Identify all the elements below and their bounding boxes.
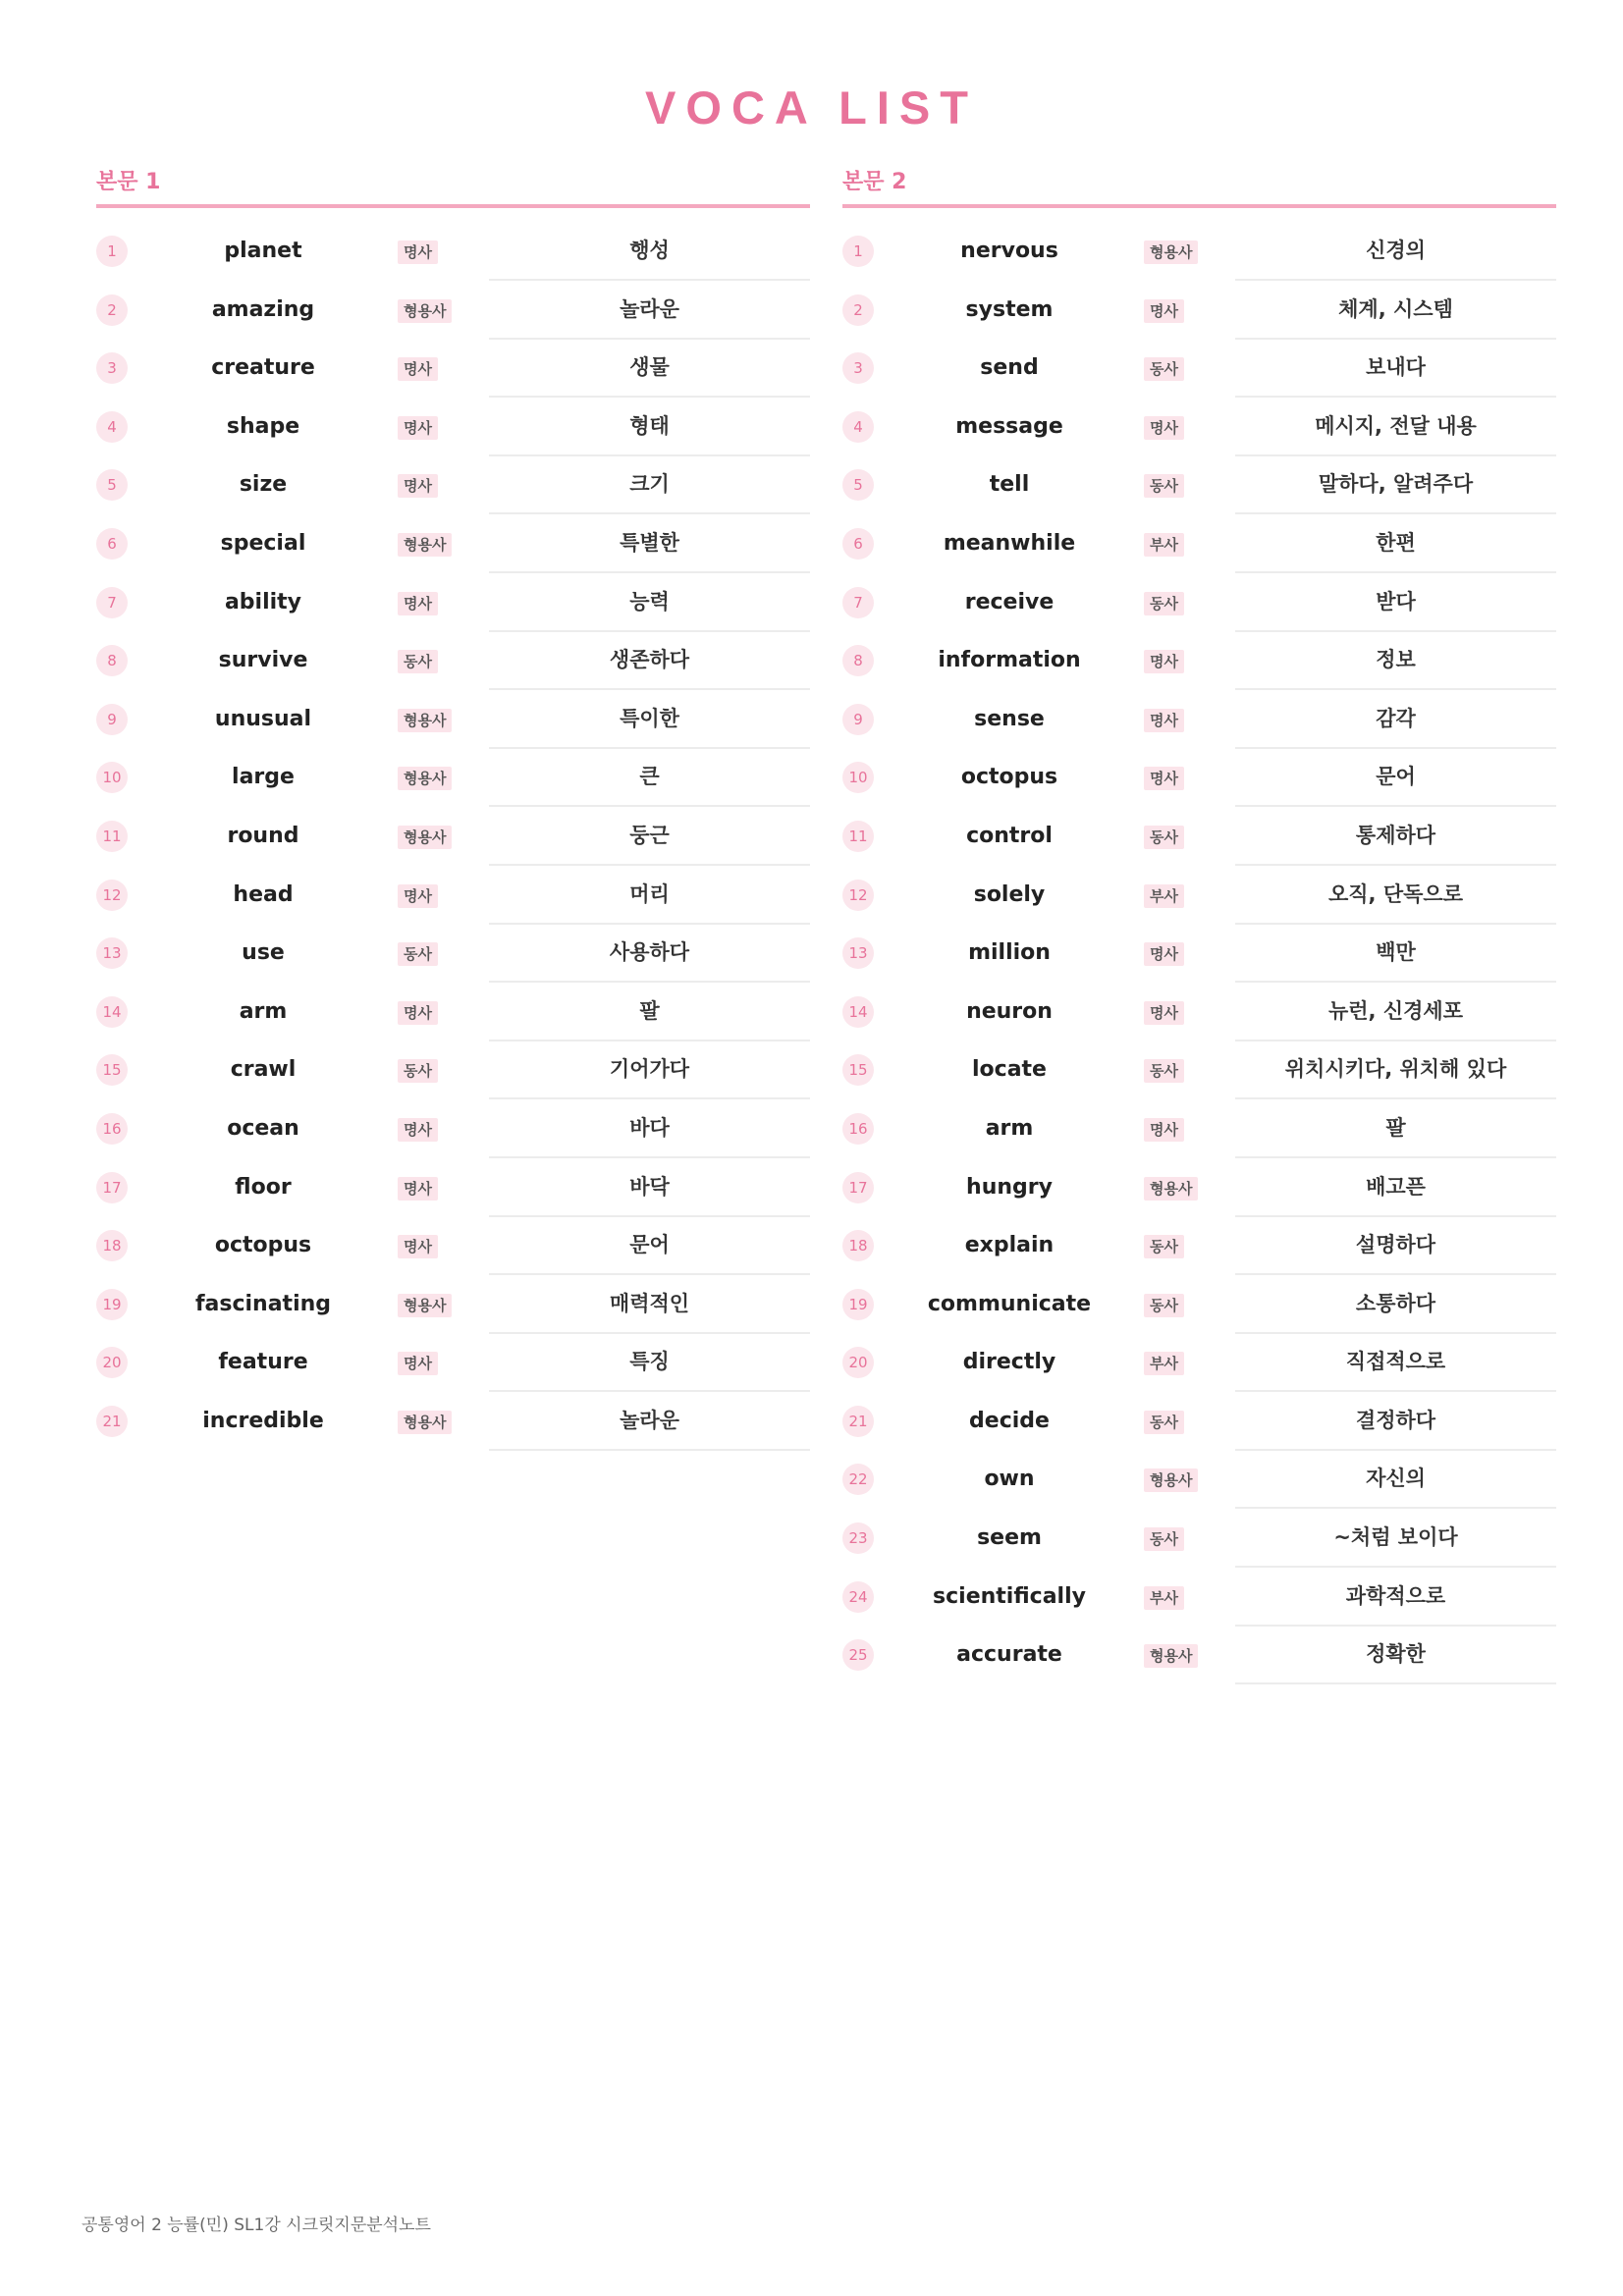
- footer-text: 공통영어 2 능률(민) SL1강 시크릿지문분석노트: [81, 2216, 431, 2235]
- part-of-speech-badge: 부사: [1144, 533, 1184, 557]
- part-of-speech-badge: 명사: [1144, 942, 1184, 966]
- vocab-row: [842, 1333, 1556, 1392]
- vocab-meaning: 말하다, 알려주다: [1235, 455, 1556, 514]
- vocab-number: 6: [842, 528, 874, 560]
- vocab-row: [96, 514, 810, 573]
- vocab-number: 2: [842, 294, 874, 326]
- part-of-speech-badge: 명사: [398, 1118, 438, 1142]
- part-of-speech-badge: 부사: [1144, 1352, 1184, 1375]
- vocab-word: crawl: [230, 1057, 297, 1083]
- vocab-number: 1: [842, 236, 874, 267]
- part-of-speech-badge: 동사: [1144, 1059, 1184, 1083]
- vocab-meaning: 소통하다: [1235, 1275, 1556, 1334]
- part-of-speech-badge: 형용사: [398, 826, 452, 849]
- vocab-meaning: 바닥: [489, 1158, 810, 1217]
- vocab-number: 10: [842, 762, 874, 793]
- vocab-row: [842, 573, 1556, 632]
- section-2: [842, 165, 1556, 1684]
- vocab-row: [842, 1626, 1556, 1684]
- vocab-number: 18: [96, 1230, 128, 1261]
- part-of-speech-badge: 동사: [1144, 826, 1184, 849]
- vocab-word: million: [968, 940, 1051, 966]
- vocab-word: tell: [989, 472, 1030, 498]
- vocab-word: meanwhile: [943, 530, 1076, 556]
- vocab-row: [842, 1099, 1556, 1158]
- vocab-row: [96, 866, 810, 925]
- vocab-meaning: 뉴런, 신경세포: [1235, 983, 1556, 1041]
- vocab-number: 3: [96, 352, 128, 384]
- vocab-word: own: [984, 1467, 1035, 1492]
- vocab-number: 5: [96, 469, 128, 501]
- part-of-speech-badge: 명사: [398, 1235, 438, 1258]
- part-of-speech-badge: 형용사: [1144, 1468, 1198, 1492]
- vocab-row: [842, 1450, 1556, 1509]
- vocab-row: [842, 983, 1556, 1041]
- vocab-row: [842, 924, 1556, 983]
- vocab-number: 4: [842, 411, 874, 443]
- vocab-number: 3: [842, 352, 874, 384]
- vocab-meaning: 놀라운: [489, 281, 810, 340]
- vocab-number: 1: [96, 236, 128, 267]
- vocab-word: control: [966, 823, 1053, 848]
- part-of-speech-badge: 명사: [398, 1001, 438, 1025]
- vocab-number: 2: [96, 294, 128, 326]
- vocab-meaning: 형태: [489, 398, 810, 456]
- part-of-speech-badge: 형용사: [398, 1294, 452, 1317]
- section-1: [96, 165, 810, 1450]
- vocab-meaning: 매력적인: [489, 1275, 810, 1334]
- vocab-word: send: [980, 355, 1039, 381]
- vocab-number: 8: [842, 645, 874, 676]
- vocab-number: 8: [96, 645, 128, 676]
- vocab-number: 16: [842, 1113, 874, 1145]
- vocab-row: [842, 1216, 1556, 1275]
- vocab-number: 12: [96, 880, 128, 911]
- vocab-meaning: 직접적으로: [1235, 1333, 1556, 1392]
- vocab-number: 6: [96, 528, 128, 560]
- part-of-speech-badge: 동사: [398, 942, 438, 966]
- vocab-meaning: 놀라운: [489, 1392, 810, 1451]
- part-of-speech-badge: 명사: [398, 1352, 438, 1375]
- vocab-meaning: 메시지, 전달 내용: [1235, 398, 1556, 456]
- vocab-meaning: 머리: [489, 866, 810, 925]
- vocab-meaning: 한편: [1235, 514, 1556, 573]
- vocab-word: seem: [977, 1525, 1042, 1551]
- vocab-meaning: 바다: [489, 1099, 810, 1158]
- vocab-meaning: 행성: [489, 222, 810, 281]
- vocab-number: 20: [842, 1347, 874, 1378]
- part-of-speech-badge: 형용사: [1144, 1177, 1198, 1201]
- vocab-word: octopus: [214, 1233, 312, 1258]
- vocab-word: survive: [218, 648, 308, 673]
- vocab-number: 11: [842, 821, 874, 852]
- vocab-word: nervous: [960, 239, 1058, 263]
- vocab-word: shape: [226, 413, 300, 439]
- part-of-speech-badge: 명사: [1144, 709, 1184, 732]
- vocab-number: 7: [96, 587, 128, 618]
- vocab-number: 14: [96, 996, 128, 1028]
- vocab-row: [842, 1275, 1556, 1334]
- vocab-word: ocean: [227, 1115, 299, 1141]
- vocab-row: [96, 1099, 810, 1158]
- vocab-number: 9: [96, 704, 128, 735]
- vocab-word: fascinating: [194, 1291, 332, 1316]
- vocab-row: [842, 866, 1556, 925]
- part-of-speech-badge: 형용사: [1144, 1644, 1198, 1668]
- vocab-word: planet: [224, 239, 302, 263]
- vocab-word: round: [227, 823, 299, 848]
- vocab-word: message: [955, 413, 1063, 439]
- vocab-row: [842, 1392, 1556, 1451]
- vocab-meaning: 사용하다: [489, 924, 810, 983]
- vocab-row: [96, 631, 810, 690]
- vocab-number: 21: [96, 1406, 128, 1437]
- vocab-meaning: 문어: [1235, 748, 1556, 807]
- vocab-row: [842, 222, 1556, 281]
- vocab-word: incredible: [202, 1408, 324, 1433]
- part-of-speech-badge: 동사: [1144, 592, 1184, 615]
- page-title: VOCA LIST: [645, 81, 978, 133]
- vocab-meaning: 특징: [489, 1333, 810, 1392]
- vocab-row: [96, 398, 810, 456]
- vocab-row: [96, 455, 810, 514]
- vocab-word: system: [965, 296, 1054, 322]
- vocab-word: solely: [973, 881, 1046, 907]
- vocab-row: [842, 455, 1556, 514]
- section-heading: 본문 1: [96, 170, 161, 194]
- vocab-word: arm: [239, 998, 288, 1024]
- vocab-row: [842, 690, 1556, 749]
- vocab-meaning: 정보: [1235, 631, 1556, 690]
- vocab-word: neuron: [966, 998, 1053, 1024]
- part-of-speech-badge: 명사: [398, 1177, 438, 1201]
- vocab-word: ability: [224, 589, 302, 614]
- part-of-speech-badge: 동사: [398, 1059, 438, 1083]
- vocab-number: 15: [842, 1054, 874, 1086]
- vocab-row: [96, 1041, 810, 1099]
- vocab-word: special: [220, 530, 306, 556]
- vocab-meaning: ~처럼 보이다: [1235, 1509, 1556, 1568]
- part-of-speech-badge: 명사: [1144, 416, 1184, 440]
- vocab-row: [96, 281, 810, 340]
- vocab-meaning: 큰: [489, 748, 810, 807]
- part-of-speech-badge: 형용사: [398, 767, 452, 790]
- vocab-number: 16: [96, 1113, 128, 1145]
- vocab-meaning: 크기: [489, 455, 810, 514]
- part-of-speech-badge: 동사: [1144, 1235, 1184, 1258]
- vocab-number: 19: [842, 1289, 874, 1320]
- vocab-number: 24: [842, 1581, 874, 1613]
- section-divider: [96, 204, 810, 208]
- part-of-speech-badge: 명사: [1144, 1118, 1184, 1142]
- vocab-row: [96, 1216, 810, 1275]
- vocab-row: [96, 1392, 810, 1451]
- part-of-speech-badge: 명사: [398, 592, 438, 615]
- vocab-word: arm: [985, 1115, 1034, 1141]
- vocab-word: floor: [235, 1174, 292, 1200]
- part-of-speech-badge: 명사: [398, 357, 438, 381]
- vocab-meaning: 배고픈: [1235, 1158, 1556, 1217]
- vocab-number: 17: [96, 1172, 128, 1203]
- vocab-meaning: 팔: [489, 983, 810, 1041]
- part-of-speech-badge: 부사: [1144, 1586, 1184, 1610]
- part-of-speech-badge: 명사: [1144, 767, 1184, 790]
- vocab-meaning: 결정하다: [1235, 1392, 1556, 1451]
- vocab-number: 19: [96, 1289, 128, 1320]
- part-of-speech-badge: 부사: [1144, 884, 1184, 908]
- vocab-word: use: [242, 940, 285, 966]
- vocab-meaning: 능력: [489, 573, 810, 632]
- part-of-speech-badge: 동사: [398, 650, 438, 673]
- part-of-speech-badge: 동사: [1144, 474, 1184, 498]
- vocab-word: scientifically: [933, 1583, 1086, 1609]
- vocab-row: [96, 807, 810, 866]
- vocab-meaning: 체계, 시스템: [1235, 281, 1556, 340]
- vocab-row: [842, 1509, 1556, 1568]
- vocab-meaning: 감각: [1235, 690, 1556, 749]
- vocab-meaning: 정확한: [1235, 1626, 1556, 1684]
- vocab-meaning: 신경의: [1235, 222, 1556, 281]
- vocab-number: 10: [96, 762, 128, 793]
- part-of-speech-badge: 명사: [1144, 1001, 1184, 1025]
- vocab-meaning: 설명하다: [1235, 1216, 1556, 1275]
- vocab-number: 17: [842, 1172, 874, 1203]
- vocab-meaning: 생물: [489, 339, 810, 398]
- part-of-speech-badge: 명사: [1144, 299, 1184, 323]
- vocab-word: directly: [962, 1350, 1056, 1375]
- vocab-number: 7: [842, 587, 874, 618]
- vocab-number: 4: [96, 411, 128, 443]
- part-of-speech-badge: 동사: [1144, 1527, 1184, 1551]
- vocab-number: 5: [842, 469, 874, 501]
- vocab-row: [96, 339, 810, 398]
- vocab-row: [842, 1568, 1556, 1627]
- vocab-row: [96, 222, 810, 281]
- vocab-meaning: 팔: [1235, 1099, 1556, 1158]
- part-of-speech-badge: 명사: [398, 240, 438, 264]
- vocab-number: 12: [842, 880, 874, 911]
- vocab-word: creature: [211, 355, 315, 381]
- vocab-row: [96, 573, 810, 632]
- vocab-word: decide: [969, 1408, 1050, 1433]
- vocab-word: hungry: [966, 1174, 1053, 1200]
- vocab-word: unusual: [214, 706, 312, 731]
- vocab-meaning: 문어: [489, 1216, 810, 1275]
- vocab-meaning: 받다: [1235, 573, 1556, 632]
- vocab-row: [96, 1333, 810, 1392]
- vocab-word: size: [239, 472, 288, 498]
- part-of-speech-badge: 동사: [1144, 357, 1184, 381]
- part-of-speech-badge: 동사: [1144, 1411, 1184, 1434]
- vocab-number: 13: [96, 937, 128, 969]
- vocab-word: feature: [218, 1350, 308, 1375]
- vocab-row: [96, 1275, 810, 1334]
- part-of-speech-badge: 형용사: [1144, 240, 1198, 264]
- vocab-row: [842, 281, 1556, 340]
- vocab-meaning: 자신의: [1235, 1450, 1556, 1509]
- vocab-word: octopus: [960, 765, 1058, 790]
- vocab-meaning: 둥근: [489, 807, 810, 866]
- vocab-number: 14: [842, 996, 874, 1028]
- section-heading: 본문 2: [842, 170, 907, 194]
- vocab-number: 18: [842, 1230, 874, 1261]
- vocab-row: [842, 1158, 1556, 1217]
- vocab-row: [96, 690, 810, 749]
- vocab-meaning: 기어가다: [489, 1041, 810, 1099]
- part-of-speech-badge: 형용사: [398, 709, 452, 732]
- vocab-row: [96, 983, 810, 1041]
- section-divider: [842, 204, 1556, 208]
- vocab-row: [96, 1158, 810, 1217]
- vocab-meaning: 통제하다: [1235, 807, 1556, 866]
- vocab-word: large: [232, 765, 295, 790]
- vocab-row: [842, 631, 1556, 690]
- part-of-speech-badge: 명사: [398, 474, 438, 498]
- vocab-row: [96, 924, 810, 983]
- vocab-number: 13: [842, 937, 874, 969]
- vocab-meaning: 특별한: [489, 514, 810, 573]
- vocab-row: [842, 514, 1556, 573]
- vocab-row: [842, 398, 1556, 456]
- vocab-meaning: 위치시키다, 위치해 있다: [1235, 1041, 1556, 1099]
- vocab-word: sense: [974, 706, 1045, 731]
- part-of-speech-badge: 동사: [1144, 1294, 1184, 1317]
- vocab-number: 9: [842, 704, 874, 735]
- part-of-speech-badge: 형용사: [398, 299, 452, 323]
- vocab-number: 22: [842, 1464, 874, 1495]
- vocab-word: information: [938, 648, 1081, 673]
- vocab-number: 20: [96, 1347, 128, 1378]
- vocab-number: 11: [96, 821, 128, 852]
- vocab-word: amazing: [211, 296, 315, 322]
- vocab-row: [96, 748, 810, 807]
- part-of-speech-badge: 형용사: [398, 533, 452, 557]
- vocab-row: [842, 807, 1556, 866]
- vocab-word: communicate: [927, 1291, 1092, 1316]
- vocab-meaning: 과학적으로: [1235, 1568, 1556, 1627]
- vocab-number: 15: [96, 1054, 128, 1086]
- vocab-number: 21: [842, 1406, 874, 1437]
- vocab-row: [842, 1041, 1556, 1099]
- vocab-word: receive: [964, 589, 1055, 614]
- vocab-word: accurate: [956, 1642, 1062, 1668]
- part-of-speech-badge: 형용사: [398, 1411, 452, 1434]
- vocab-number: 23: [842, 1522, 874, 1554]
- vocab-word: head: [233, 881, 294, 907]
- vocab-meaning: 생존하다: [489, 631, 810, 690]
- vocab-meaning: 백만: [1235, 924, 1556, 983]
- vocab-word: locate: [972, 1057, 1047, 1083]
- vocab-meaning: 특이한: [489, 690, 810, 749]
- vocab-number: 25: [842, 1639, 874, 1671]
- vocab-meaning: 보내다: [1235, 339, 1556, 398]
- vocab-list: [842, 222, 1556, 1684]
- vocab-meaning: 오직, 단독으로: [1235, 866, 1556, 925]
- vocab-word: explain: [964, 1233, 1055, 1258]
- part-of-speech-badge: 명사: [1144, 650, 1184, 673]
- vocab-row: [842, 748, 1556, 807]
- vocab-list: [96, 222, 810, 1450]
- part-of-speech-badge: 명사: [398, 416, 438, 440]
- part-of-speech-badge: 명사: [398, 884, 438, 908]
- vocab-row: [842, 339, 1556, 398]
